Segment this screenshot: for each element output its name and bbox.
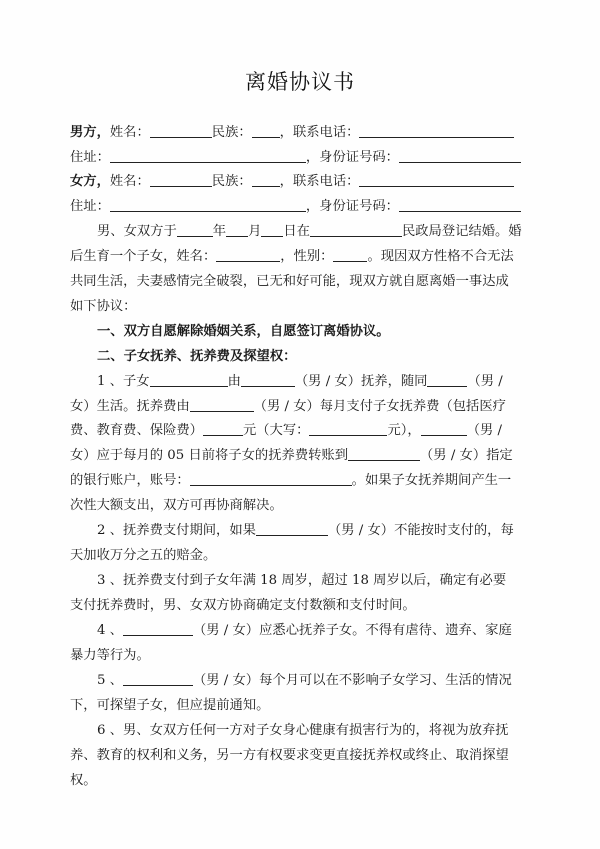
- clause-text: 由: [227, 374, 241, 389]
- payee-field[interactable]: [348, 446, 420, 461]
- caregiver-field[interactable]: [123, 621, 193, 636]
- clause-text: （男 /: [467, 374, 503, 389]
- female-phone-label: ，联系电话：: [279, 174, 360, 189]
- male-ethnicity-label: 民族：: [211, 125, 252, 140]
- section-2-heading: 二、子女抚养、抚养费及探望权：: [97, 349, 297, 364]
- payer-field[interactable]: [190, 397, 254, 412]
- clause-6-line-1: 6 、男、女双方任何一方对子女身心健康有损害行为的，将视为放弃抚: [97, 723, 509, 738]
- male-address-line: [70, 148, 521, 168]
- female-id-field[interactable]: [399, 197, 521, 212]
- clause-1-line-4: [70, 446, 513, 466]
- clause-text: （男 /: [466, 423, 503, 438]
- clause-text: 。如果子女抚养期间产生一: [351, 473, 512, 488]
- clause-1-line-6: 次性大额支出，双方可再协商解决。: [70, 498, 283, 513]
- male-label: 男方，: [70, 125, 110, 140]
- clause-text: （男 / 女）抚养，随同: [294, 374, 428, 389]
- intro-line-2: [70, 247, 514, 267]
- female-address-label: 住址：: [70, 199, 110, 214]
- year-label: 年: [212, 224, 227, 239]
- male-id-label: ，身份证号码：: [305, 150, 399, 165]
- intro-line-1: [70, 222, 522, 242]
- clause-text: （男 / 女）应悉心抚养子女。不得有虐待、遗弃、家庭: [192, 623, 512, 638]
- clause-4-line-1: [70, 621, 512, 641]
- intro-text: ，性别：: [280, 249, 334, 264]
- male-name-field[interactable]: [150, 123, 212, 138]
- intro-text: 民政局登记结婚。婚: [401, 224, 522, 239]
- clause-text: 女）应于每月的 05 日前将子女的抚养费转账到: [70, 448, 349, 463]
- clause-text: 的银行账户，账号：: [70, 473, 190, 488]
- clause-2-line-2: 天加收万分之五的赔金。: [70, 548, 217, 563]
- payer-field-2[interactable]: [421, 421, 467, 436]
- civil-affairs-bureau-field[interactable]: [310, 222, 402, 237]
- clause-1-line-5: [70, 471, 511, 491]
- clause-text: 女）生活。抚养费由: [70, 399, 190, 414]
- visitor-field[interactable]: [123, 671, 193, 686]
- marriage-day-field[interactable]: [261, 222, 283, 237]
- clause-text: 费、教育费、保险费）: [70, 423, 203, 438]
- clause-text: （男 / 女）每月支付子女抚养费（包括医疗: [253, 399, 506, 414]
- clause-6-line-3: 权。: [70, 773, 97, 788]
- document-title: 离婚协议书: [245, 70, 355, 94]
- clause-1-line-3: [70, 421, 502, 441]
- day-label: 日在: [283, 224, 310, 239]
- male-ethnicity-field[interactable]: [252, 123, 280, 138]
- clause-3-line-1: 3 、抚养费支付到子女年满 18 周岁，超过 18 周岁以后，确定有必要: [97, 573, 507, 588]
- female-name-field[interactable]: [150, 172, 212, 187]
- child-field[interactable]: [150, 372, 228, 387]
- clause-text: 4 、: [97, 623, 123, 638]
- section-1-heading: 一、双方自愿解除婚姻关系，自愿签订离婚协议。: [97, 324, 390, 339]
- intro-line-4: 如下协议：: [70, 299, 137, 314]
- clause-2-line-1: [70, 521, 514, 541]
- male-info-line: [70, 123, 514, 143]
- child-gender-field[interactable]: [333, 247, 367, 262]
- late-payer-field[interactable]: [256, 521, 328, 536]
- female-ethnicity-label: 民族：: [211, 174, 252, 189]
- marriage-year-field[interactable]: [177, 222, 213, 237]
- female-name-label: 姓名：: [109, 174, 150, 189]
- clause-4-line-2: 暴力等行为。: [70, 648, 150, 663]
- live-with-field[interactable]: [427, 372, 467, 387]
- custodian-field[interactable]: [241, 372, 295, 387]
- intro-line-3: 共同生活，夫妻感情完全破裂，已无和好可能，现双方就自愿离婚一事达成: [70, 274, 509, 289]
- clause-text: 5 、: [97, 673, 123, 688]
- clause-text: （男 / 女）指定: [420, 448, 513, 463]
- clause-5-line-1: [70, 671, 512, 691]
- intro-text: 。现因双方性格不合无法: [367, 249, 514, 264]
- clause-text: 1 、子女: [97, 374, 150, 389]
- male-name-label: 姓名：: [109, 125, 150, 140]
- clause-text: （男 / 女）不能按时支付的，每: [327, 523, 514, 538]
- intro-text: 男、女双方于: [97, 224, 177, 239]
- female-address-line: [70, 197, 521, 217]
- intro-text: 后生育一个子女，姓名：: [70, 249, 217, 264]
- clause-3-line-2: 支付抚养费时，男、女双方协商确定支付数额和支付时间。: [70, 598, 416, 613]
- male-address-field[interactable]: [110, 148, 306, 163]
- male-address-label: 住址：: [70, 150, 110, 165]
- clause-6-line-2: 养、教育的权利和义务，另一方有权要求变更直接抚养权或终止、取消探望: [70, 748, 509, 763]
- marriage-month-field[interactable]: [226, 222, 248, 237]
- female-id-label: ，身份证号码：: [305, 199, 399, 214]
- clause-5-line-2: 下，可探望子女，但应提前通知。: [70, 698, 270, 713]
- clause-text: 元（大写：: [242, 423, 310, 438]
- month-label: 月: [248, 224, 262, 239]
- female-ethnicity-field[interactable]: [252, 172, 280, 187]
- clause-text: 2 、抚养费支付期间，如果: [97, 523, 256, 538]
- clause-1-line-2: [70, 397, 506, 417]
- amount-in-words-field[interactable]: [309, 421, 387, 436]
- bank-account-field[interactable]: [190, 471, 352, 486]
- male-phone-field[interactable]: [359, 123, 514, 138]
- male-id-field[interactable]: [399, 148, 521, 163]
- clause-text: 元），: [387, 423, 421, 438]
- female-phone-field[interactable]: [359, 172, 514, 187]
- clause-1-line-1: [70, 372, 503, 392]
- female-label: 女方，: [70, 174, 110, 189]
- clause-text: （男 / 女）每个月可以在不影响子女学习、生活的情况: [192, 673, 512, 688]
- child-name-field[interactable]: [216, 247, 280, 262]
- male-phone-label: ，联系电话：: [279, 125, 360, 140]
- amount-field[interactable]: [203, 421, 243, 436]
- female-address-field[interactable]: [110, 197, 306, 212]
- female-info-line: [70, 172, 514, 192]
